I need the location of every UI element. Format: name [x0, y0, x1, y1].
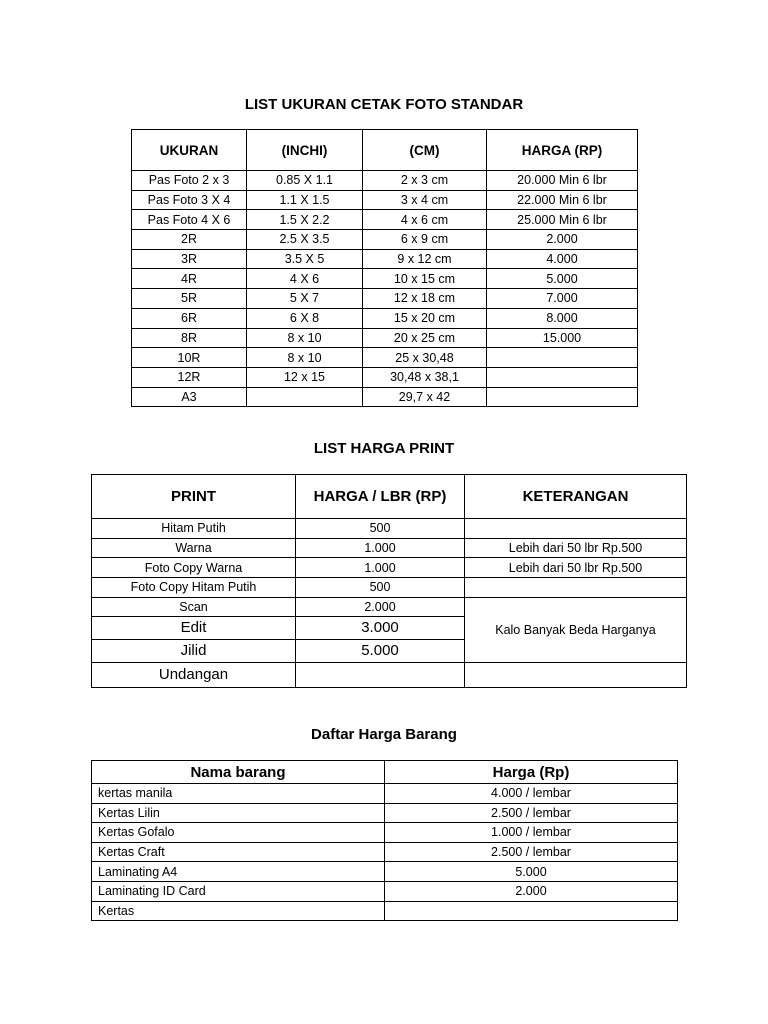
size-cell: 2R: [132, 230, 247, 250]
table-row: [132, 289, 638, 309]
size-cell: 5R: [132, 289, 247, 309]
goods-price-table: [91, 760, 678, 921]
inch-cell: 8 x 10: [247, 328, 363, 348]
print-price-table: [91, 474, 687, 688]
item-name-cell: Laminating ID Card: [92, 881, 385, 901]
size-cell: Pas Foto 2 x 3: [132, 171, 247, 191]
print-note: [465, 519, 687, 539]
table-row: [92, 803, 678, 823]
table-row: [132, 308, 638, 328]
cm-cell: 2 x 3 cm: [363, 171, 487, 191]
inch-cell: 5 X 7: [247, 289, 363, 309]
price-cell: 15.000: [487, 328, 638, 348]
table-row: [92, 901, 678, 921]
table-row: [132, 230, 638, 250]
table-header-row: [92, 475, 687, 519]
size-cell: 12R: [132, 367, 247, 387]
item-price-cell: 2.500 / lembar: [385, 842, 678, 862]
size-cell: 4R: [132, 269, 247, 289]
print-item: Jilid: [92, 640, 296, 663]
cm-cell: 3 x 4 cm: [363, 190, 487, 210]
inch-cell: [247, 387, 363, 407]
print-price: 1.000: [296, 538, 465, 558]
print-item: Foto Copy Warna: [92, 558, 296, 578]
table-row: [92, 538, 687, 558]
table-row: [132, 348, 638, 368]
size-cell: Pas Foto 3 X 4: [132, 190, 247, 210]
item-name-cell: Laminating A4: [92, 862, 385, 882]
price-cell: 2.000: [487, 230, 638, 250]
item-price-cell: 2.000: [385, 881, 678, 901]
table-row: [132, 249, 638, 269]
table-row: [92, 881, 678, 901]
cm-cell: 6 x 9 cm: [363, 230, 487, 250]
print-price: [296, 663, 465, 688]
table-row: [92, 842, 678, 862]
item-name-cell: kertas manila: [92, 784, 385, 804]
table-row: [92, 784, 678, 804]
inch-cell: 1.5 X 2.2: [247, 210, 363, 230]
price-cell: [487, 348, 638, 368]
header-ukuran: UKURAN: [132, 130, 247, 171]
item-price-cell: 2.500 / lembar: [385, 803, 678, 823]
print-item: Hitam Putih: [92, 519, 296, 539]
print-item: Warna: [92, 538, 296, 558]
table-header-row: [132, 130, 638, 171]
inch-cell: 6 X 8: [247, 308, 363, 328]
print-price-title: LIST HARGA PRINT: [313, 440, 455, 457]
price-cell: 4.000: [487, 249, 638, 269]
cm-cell: 15 x 20 cm: [363, 308, 487, 328]
table-row: [132, 387, 638, 407]
size-cell: 6R: [132, 308, 247, 328]
photo-size-title: LIST UKURAN CETAK FOTO STANDAR: [244, 96, 524, 113]
header-harga-lbr: HARGA / LBR (RP): [296, 475, 465, 519]
table-row: [132, 171, 638, 191]
inch-cell: 3.5 X 5: [247, 249, 363, 269]
table-row: [92, 558, 687, 578]
price-cell: [487, 387, 638, 407]
price-cell: 20.000 Min 6 lbr: [487, 171, 638, 191]
header-keterangan: KETERANGAN: [465, 475, 687, 519]
table-row: [92, 519, 687, 539]
item-name-cell: Kertas Gofalo: [92, 823, 385, 843]
price-cell: 5.000: [487, 269, 638, 289]
header-harga-rp: Harga (Rp): [385, 761, 678, 784]
header-inchi: (INCHI): [247, 130, 363, 171]
print-item: Scan: [92, 597, 296, 617]
print-note: [465, 578, 687, 598]
print-price: 3.000: [296, 617, 465, 640]
print-note: [465, 663, 687, 688]
inch-cell: 1.1 X 1.5: [247, 190, 363, 210]
table-row: [132, 269, 638, 289]
cm-cell: 12 x 18 cm: [363, 289, 487, 309]
cm-cell: 10 x 15 cm: [363, 269, 487, 289]
table-row: [132, 210, 638, 230]
size-cell: 3R: [132, 249, 247, 269]
item-price-cell: 1.000 / lembar: [385, 823, 678, 843]
inch-cell: 0.85 X 1.1: [247, 171, 363, 191]
table-row: [92, 663, 687, 688]
table-row: [132, 190, 638, 210]
table-row: [132, 328, 638, 348]
photo-size-table: [131, 129, 638, 407]
price-cell: [487, 367, 638, 387]
header-harga: HARGA (RP): [487, 130, 638, 171]
print-price: 500: [296, 578, 465, 598]
print-price: 500: [296, 519, 465, 539]
item-name-cell: Kertas: [92, 901, 385, 921]
cm-cell: 30,48 x 38,1: [363, 367, 487, 387]
cm-cell: 9 x 12 cm: [363, 249, 487, 269]
table-row: [92, 862, 678, 882]
print-note: Lebih dari 50 lbr Rp.500: [465, 538, 687, 558]
cm-cell: 29,7 x 42: [363, 387, 487, 407]
size-cell: A3: [132, 387, 247, 407]
inch-cell: 2.5 X 3.5: [247, 230, 363, 250]
print-merged-note: Kalo Banyak Beda Harganya: [465, 597, 687, 663]
header-cm: (CM): [363, 130, 487, 171]
table-row: [92, 597, 687, 617]
price-cell: 22.000 Min 6 lbr: [487, 190, 638, 210]
cm-cell: 25 x 30,48: [363, 348, 487, 368]
print-price: 5.000: [296, 640, 465, 663]
size-cell: 10R: [132, 348, 247, 368]
inch-cell: 4 X 6: [247, 269, 363, 289]
print-item: Foto Copy Hitam Putih: [92, 578, 296, 598]
goods-price-title: Daftar Harga Barang: [311, 726, 457, 743]
size-cell: Pas Foto 4 X 6: [132, 210, 247, 230]
cm-cell: 4 x 6 cm: [363, 210, 487, 230]
item-price-cell: 4.000 / lembar: [385, 784, 678, 804]
item-name-cell: Kertas Lilin: [92, 803, 385, 823]
item-name-cell: Kertas Craft: [92, 842, 385, 862]
size-cell: 8R: [132, 328, 247, 348]
print-note: Lebih dari 50 lbr Rp.500: [465, 558, 687, 578]
price-cell: 8.000: [487, 308, 638, 328]
table-header-row: [92, 761, 678, 784]
table-row: [132, 367, 638, 387]
price-cell: 7.000: [487, 289, 638, 309]
print-item: Edit: [92, 617, 296, 640]
print-price: 1.000: [296, 558, 465, 578]
print-item: Undangan: [92, 663, 296, 688]
table-row: [92, 578, 687, 598]
inch-cell: 8 x 10: [247, 348, 363, 368]
inch-cell: 12 x 15: [247, 367, 363, 387]
price-cell: 25.000 Min 6 lbr: [487, 210, 638, 230]
header-print: PRINT: [92, 475, 296, 519]
item-price-cell: 5.000: [385, 862, 678, 882]
print-price: 2.000: [296, 597, 465, 617]
header-nama-barang: Nama barang: [92, 761, 385, 784]
item-price-cell: [385, 901, 678, 921]
cm-cell: 20 x 25 cm: [363, 328, 487, 348]
table-row: [92, 823, 678, 843]
